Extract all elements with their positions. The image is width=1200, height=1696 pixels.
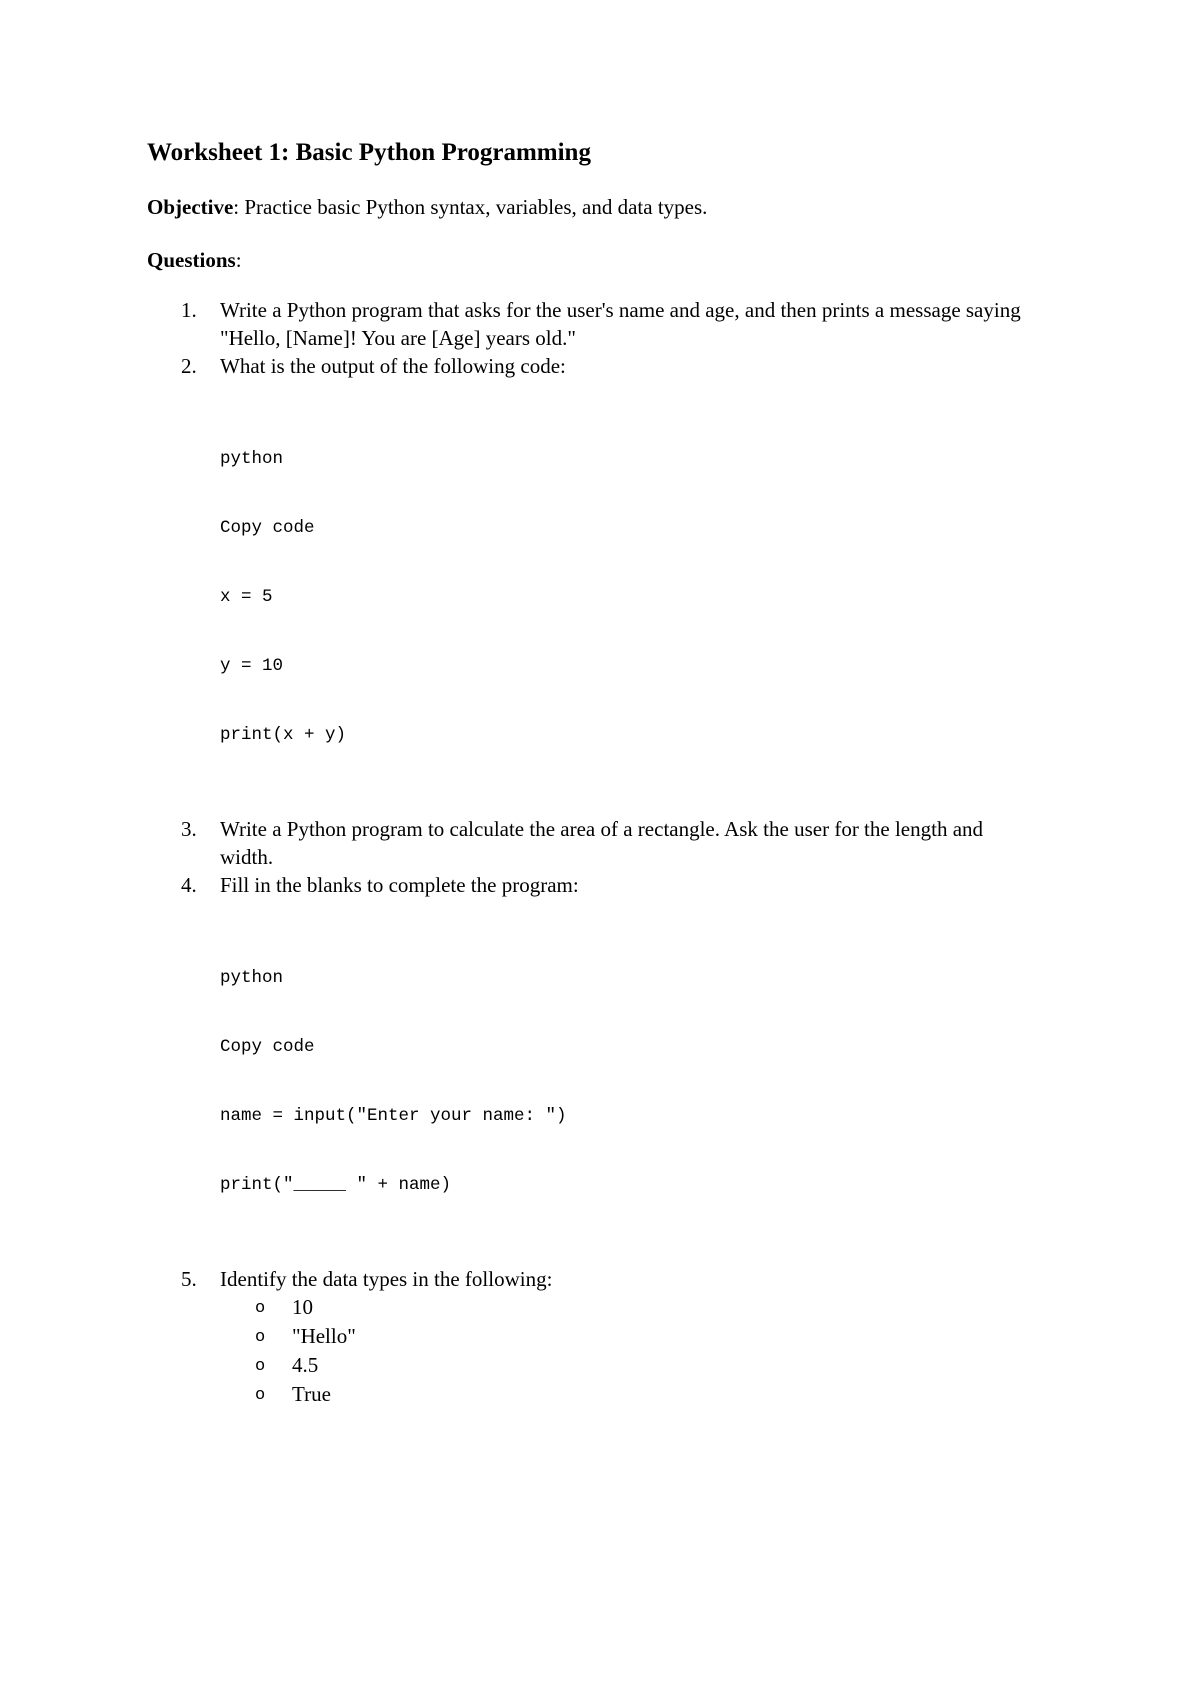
question-number: 5. [181,1267,197,1291]
question-text: Write a Python program that asks for the user's name and age, and then prints a message saying "Hello, [Name]! You are [Age] years old." [220,298,1021,350]
sub-list-item [147,1351,1027,1380]
question-3 [147,815,1027,871]
question-text: Fill in the blanks to complete the program: [220,873,579,897]
questions-heading [147,246,1027,274]
sub-list-item [147,1293,1027,1322]
question-number: 2. [181,354,197,378]
sub-item-text: 10 [292,1295,313,1319]
objective-text: : Practice basic Python syntax, variables, and data types. [233,195,708,219]
question-4 [147,871,1027,899]
question-text: Identify the data types in the following: [220,1267,553,1291]
worksheet-title: Worksheet 1: Basic Python Programming [147,139,591,166]
code-line: y = 10 [220,656,284,676]
code-line: Copy code [220,518,315,538]
sub-list-item [147,1322,1027,1351]
question-number: 4. [181,873,197,897]
code-line: python [220,968,284,988]
sub-list-item [147,1380,1027,1409]
question-2 [147,352,1027,380]
question-text: What is the output of the following code: [220,354,566,378]
code-line: print(x + y) [220,725,347,745]
question-text: Write a Python program to calculate the area of a rectangle. Ask the user for the length and width. [220,817,984,869]
objective-paragraph [147,193,1027,221]
bullet-circle-icon: o [255,1386,266,1405]
code-line: x = 5 [220,587,273,607]
sub-item-text: True [292,1382,331,1406]
bullet-circle-icon: o [255,1357,266,1376]
questions-list [147,296,1027,1409]
code-block-question-2 [220,402,1027,793]
data-types-sublist [147,1293,1027,1409]
question-number: 1. [181,298,197,322]
questions-label: Questions [147,248,236,272]
bullet-circle-icon: o [255,1328,266,1347]
question-5 [147,1265,1027,1293]
code-line: print("_____ " + name) [220,1175,452,1195]
sub-item-text: "Hello" [292,1324,356,1348]
code-line: Copy code [220,1037,315,1057]
code-line: name = input("Enter your name: ") [220,1106,567,1126]
objective-label: Objective [147,195,234,219]
code-line: python [220,449,284,469]
questions-colon: : [235,248,242,272]
sub-item-text: 4.5 [292,1353,319,1377]
document-content [147,138,1027,1409]
code-block-question-4 [220,921,1027,1243]
bullet-circle-icon: o [255,1299,266,1318]
question-number: 3. [181,817,197,841]
question-1 [147,296,1027,352]
